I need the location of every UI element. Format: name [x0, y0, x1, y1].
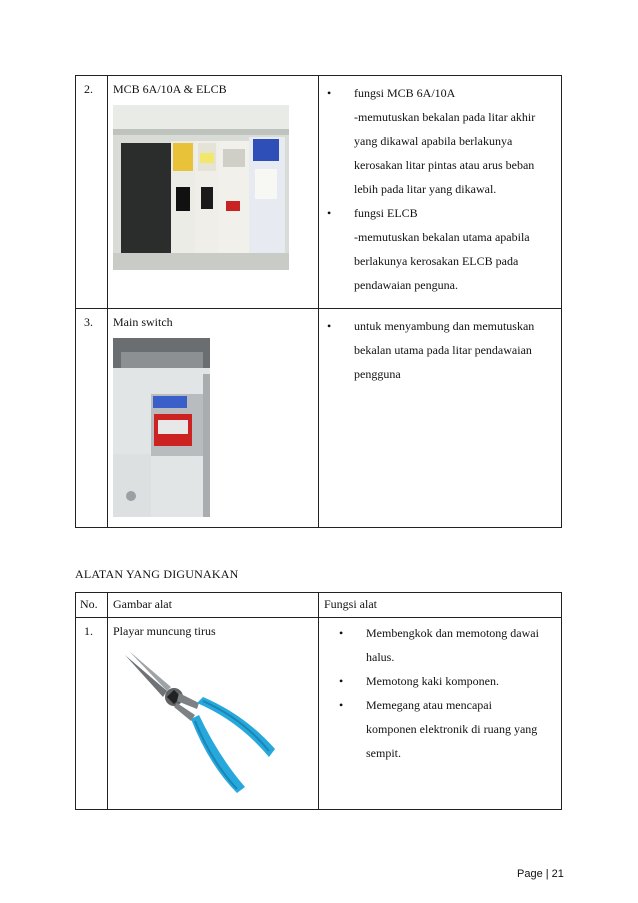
table-header-row [76, 593, 562, 618]
function-line: komponen elektronik di ruang yang [366, 722, 538, 736]
component-table [75, 75, 562, 528]
function-cell [319, 618, 562, 810]
function-line: -memutuskan bekalan utama apabila [354, 230, 530, 244]
header-tool: Gambar alat [108, 593, 319, 618]
function-line: sempit. [366, 746, 401, 760]
function-line: pengguna [354, 367, 401, 381]
function-cell [319, 309, 562, 528]
function-cell [319, 76, 562, 309]
function-line: -memutuskan bekalan pada litar akhir [354, 110, 536, 124]
function-line: • untuk menyambung dan memutuskan [327, 314, 553, 338]
function-line: pendawaian penguna. [354, 278, 458, 292]
function-line: yang dikawal apabila berlakunya [354, 134, 513, 148]
function-line: bekalan utama pada litar pendawaian [354, 343, 532, 357]
row-number: 1. [76, 618, 108, 810]
section-heading: ALATAN YANG DIGUNAKAN [75, 567, 239, 581]
function-line: halus. [366, 650, 395, 664]
pliers-photo [119, 645, 279, 805]
table-row [76, 309, 562, 528]
function-line: • Memegang atau mencapai [339, 693, 553, 717]
tools-table [75, 592, 562, 810]
function-line: • Memotong kaki komponen. [339, 669, 553, 693]
item-cell [108, 309, 319, 528]
item-label: Main switch [113, 315, 173, 329]
function-line: • Membengkok dan memotong dawai [339, 621, 553, 645]
function-title: • fungsi ELCB [327, 201, 553, 225]
item-label: MCB 6A/10A & ELCB [113, 82, 227, 96]
item-cell [108, 76, 319, 309]
row-number: 3. [76, 309, 108, 528]
row-number: 2. [76, 76, 108, 309]
item-cell [108, 618, 319, 810]
header-no: No. [76, 593, 108, 618]
table-row [76, 76, 562, 309]
table-row [76, 618, 562, 810]
function-line: berlakunya kerosakan ELCB pada [354, 254, 519, 268]
page-number: Page | 21 [517, 868, 564, 880]
header-function: Fungsi alat [319, 593, 562, 618]
function-title: • fungsi MCB 6A/10A [327, 81, 553, 105]
main-switch-photo [113, 338, 210, 517]
function-line: lebih pada litar yang dikawal. [354, 182, 497, 196]
mcb-elcb-photo [113, 105, 289, 270]
item-label: Playar muncung tirus [113, 624, 216, 638]
function-line: kerosakan litar pintas atau arus beban [354, 158, 535, 172]
